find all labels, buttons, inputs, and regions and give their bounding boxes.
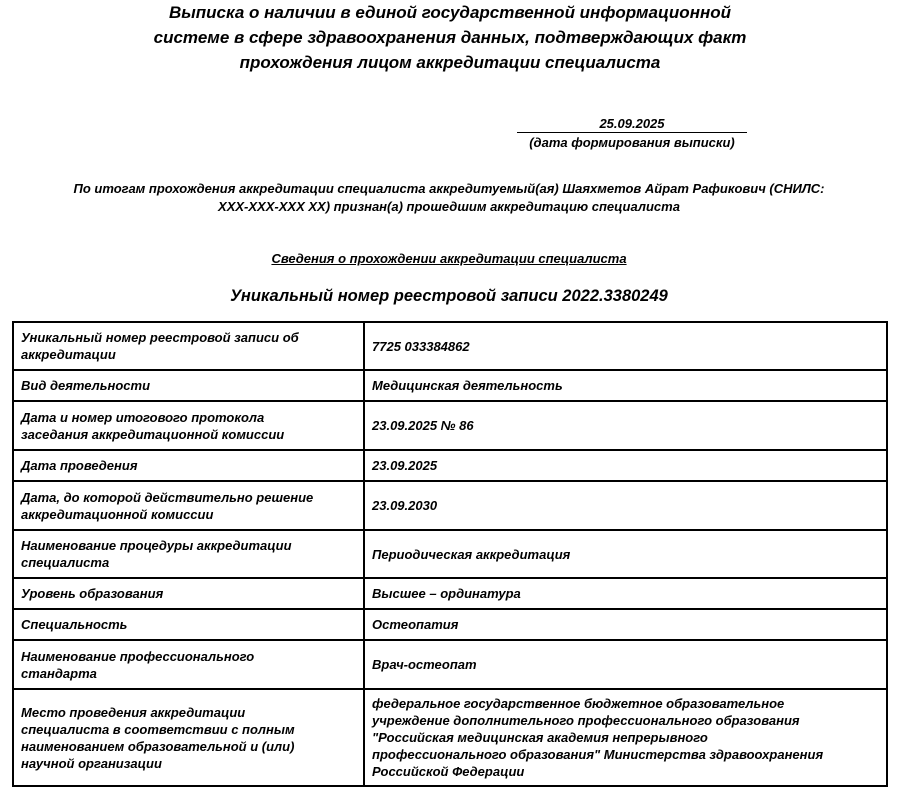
row-value xyxy=(364,322,887,370)
value-line: "Российская медицинская академия непрерывного xyxy=(372,730,708,745)
intro-line: По итогам прохождения аккредитации специалиста аккредитуемый(ая) Шаяхметов Айрат Рафикович (СНИЛС: xyxy=(73,181,825,196)
intro-line: XXX-XXX-XXX XX) признан(а) прошедшим аккредитацию специалиста xyxy=(218,199,680,214)
label-line: Наименование процедуры аккредитации xyxy=(21,538,292,553)
value-line: 23.09.2025 xyxy=(372,458,438,473)
value-line: Медицинская деятельность xyxy=(372,378,563,393)
table-row xyxy=(13,530,887,578)
table-row xyxy=(13,401,887,450)
statement-date: 25.09.2025 xyxy=(517,115,747,133)
row-label xyxy=(13,578,364,609)
row-label xyxy=(13,530,364,578)
label-line: специалиста в соответствии с полным xyxy=(21,721,295,737)
table-row xyxy=(13,450,887,481)
value-line: Остеопатия xyxy=(372,617,459,632)
title-line: системе в сфере здравоохранения данных, подтверждающих факт xyxy=(153,28,747,47)
label-line: Наименование профессионального xyxy=(21,648,255,664)
value-line: учреждение дополнительного профессионального образования xyxy=(372,713,800,728)
value-line: федеральное государственное бюджетное образовательное xyxy=(372,696,785,711)
row-label xyxy=(13,609,364,640)
table-row xyxy=(13,481,887,530)
registry-number-heading: Уникальный номер реестровой записи 2022.3380249 xyxy=(230,287,668,305)
label-line: Место проведения аккредитации xyxy=(21,704,246,720)
label-line: специалиста xyxy=(21,555,110,570)
value-line: профессионального образования" Министерства здравоохранения xyxy=(372,747,824,762)
row-value xyxy=(364,370,887,401)
row-value xyxy=(364,578,887,609)
row-label xyxy=(13,640,364,689)
row-label xyxy=(13,481,364,530)
row-value xyxy=(364,640,887,689)
label-line: Специальность xyxy=(21,617,128,632)
intro-paragraph xyxy=(20,180,878,216)
label-line: заседания аккредитационной комиссии xyxy=(21,426,285,442)
row-value xyxy=(364,481,887,530)
value-line: Высшее – ординатура xyxy=(372,586,521,601)
label-line: Уникальный номер реестровой записи об xyxy=(21,330,299,345)
statement-date-block xyxy=(517,115,747,152)
statement-date-caption: (дата формирования выписки) xyxy=(529,135,735,150)
table-row xyxy=(13,640,887,689)
row-label xyxy=(13,401,364,450)
label-line: аккредитационной комиссии xyxy=(21,506,214,522)
label-line: Дата, до которой действительно решение xyxy=(21,489,314,505)
label-line: научной организации xyxy=(21,755,162,771)
row-label xyxy=(13,322,364,370)
table-row xyxy=(13,609,887,640)
label-line: Дата проведения xyxy=(21,458,138,473)
label-line: стандарта xyxy=(21,665,97,681)
row-value xyxy=(364,530,887,578)
title-line: прохождения лицом аккредитации специалиста xyxy=(239,53,661,72)
row-value xyxy=(364,689,887,786)
row-value xyxy=(364,401,887,450)
row-label xyxy=(13,450,364,481)
title-line: Выписка о наличии в единой государственной информационной xyxy=(168,3,731,22)
row-label xyxy=(13,689,364,786)
table-row xyxy=(13,322,887,370)
value-line: Врач-остеопат xyxy=(372,657,477,672)
row-label xyxy=(13,370,364,401)
value-line: Российской Федерации xyxy=(372,764,525,779)
table-row xyxy=(13,578,887,609)
row-value xyxy=(364,609,887,640)
label-line: аккредитации xyxy=(21,347,116,362)
value-line: 7725 033384862 xyxy=(372,338,470,354)
value-line: Периодическая аккредитация xyxy=(372,546,571,562)
label-line: наименованием образовательной и (или) xyxy=(21,738,295,754)
row-value xyxy=(364,450,887,481)
accreditation-details-table xyxy=(12,321,888,787)
label-line: Вид деятельности xyxy=(21,378,151,393)
table-row xyxy=(13,370,887,401)
value-line: 23.09.2025 № 86 xyxy=(372,418,474,433)
document-title xyxy=(80,0,820,75)
section-heading-text: Сведения о прохождении аккредитации специалиста xyxy=(271,251,627,266)
label-line: Уровень образования xyxy=(21,586,164,601)
section-heading xyxy=(0,250,898,268)
value-line: 23.09.2030 xyxy=(372,498,438,513)
table-row xyxy=(13,689,887,786)
label-line: Дата и номер итогового протокола xyxy=(21,409,265,425)
